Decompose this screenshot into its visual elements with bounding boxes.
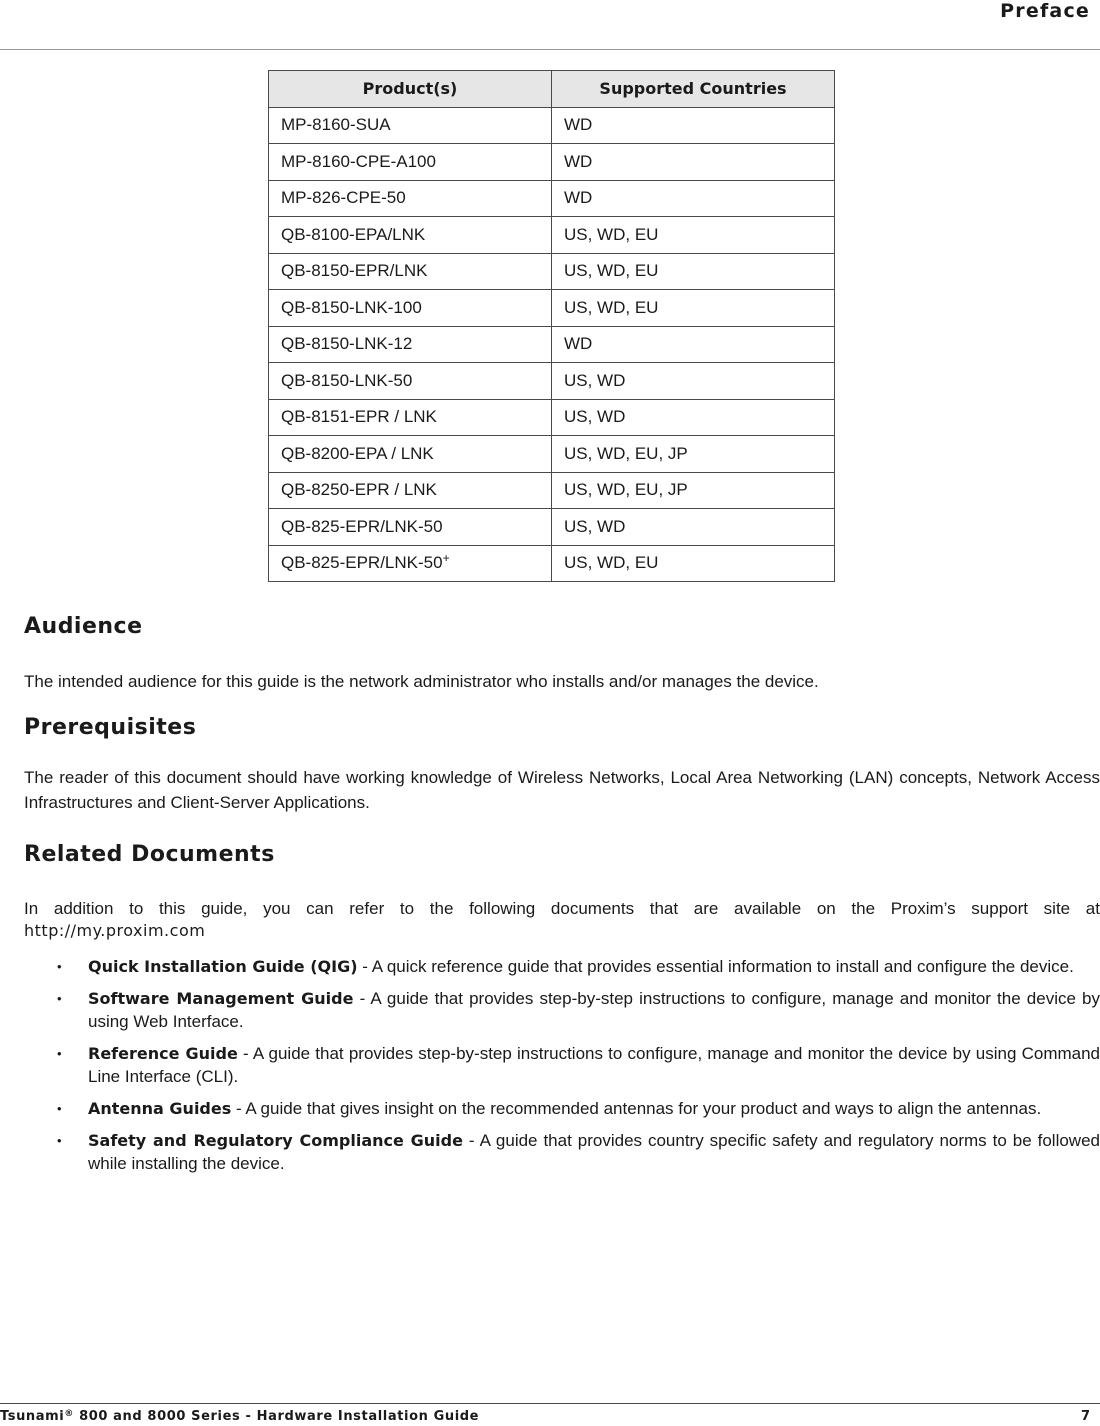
product-name: QB-8200-EPA / LNK xyxy=(281,443,434,463)
audience-body xyxy=(24,669,1100,694)
audience-text: The intended audience for this guide is the network administrator who installs and/or manages the device. xyxy=(24,672,819,691)
product-name: MP-826-CPE-50 xyxy=(281,188,406,208)
prerequisites-section xyxy=(24,715,1100,740)
countries-cell xyxy=(552,399,835,436)
product-cell xyxy=(269,253,552,290)
countries-cell xyxy=(552,472,835,509)
list-item xyxy=(24,987,1100,1033)
bullet-icon: • xyxy=(57,1101,62,1116)
header-divider xyxy=(0,49,1100,50)
related-documents-heading: Related Documents xyxy=(24,842,275,867)
footer-doc-title xyxy=(0,1409,479,1424)
document-description: - A quick reference guide that provides essential information to install and configure the device. xyxy=(357,957,1074,976)
table-row xyxy=(269,509,835,546)
list-item xyxy=(24,1129,1100,1175)
table-row xyxy=(269,253,835,290)
product-cell xyxy=(269,436,552,473)
table-row xyxy=(269,545,835,582)
document-title: Antenna Guides xyxy=(88,1099,232,1118)
product-cell xyxy=(269,326,552,363)
page-number: 7 xyxy=(1080,1409,1090,1424)
bullet-icon: • xyxy=(57,1133,62,1148)
footer-brand: Tsunami xyxy=(0,1409,65,1424)
countries-cell xyxy=(552,545,835,582)
prerequisites-body xyxy=(24,765,1100,815)
audience-section xyxy=(24,614,1100,639)
document-description: - A guide that provides step-by-step instructions to configure, manage and monitor the device by using Command Line Interface (CLI). xyxy=(88,1044,1100,1086)
product-cell xyxy=(269,290,552,327)
supported-countries: US, WD xyxy=(564,370,626,390)
table-row xyxy=(269,180,835,217)
countries-cell xyxy=(552,180,835,217)
related-documents-intro-text: In addition to this guide, you can refer to the following documents that are available on the Proxim’s support site at xyxy=(24,899,1100,918)
bullet-icon: • xyxy=(57,959,62,974)
countries-cell xyxy=(552,107,835,144)
related-documents-list xyxy=(24,955,1100,1184)
supported-countries: US, WD, EU, JP xyxy=(564,443,688,463)
supported-countries: US, WD, EU xyxy=(564,224,659,244)
table-row xyxy=(269,107,835,144)
footer-divider xyxy=(0,1403,1100,1404)
document-title: Software Management Guide xyxy=(88,989,354,1008)
countries-cell xyxy=(552,290,835,327)
supported-countries: US, WD, EU, JP xyxy=(564,480,688,500)
table-row xyxy=(269,217,835,254)
supported-countries: US, WD, EU xyxy=(564,297,659,317)
audience-heading: Audience xyxy=(24,614,143,639)
registered-mark: ® xyxy=(64,1409,74,1419)
document-title: Safety and Regulatory Compliance Guide xyxy=(88,1131,463,1150)
product-cell xyxy=(269,509,552,546)
column-header-countries: Supported Countries xyxy=(552,71,835,108)
product-name: QB-8250-EPR / LNK xyxy=(281,480,437,500)
supported-countries: WD xyxy=(564,151,593,171)
related-documents-section xyxy=(24,842,1100,867)
supported-countries-table xyxy=(268,70,835,582)
product-name: MP-8160-SUA xyxy=(281,115,391,135)
supported-countries: WD xyxy=(564,188,593,208)
product-cell xyxy=(269,363,552,400)
document-description: - A guide that gives insight on the recommended antennas for your product and ways to align the antennas. xyxy=(231,1099,1042,1118)
supported-countries: WD xyxy=(564,115,593,135)
countries-cell xyxy=(552,436,835,473)
table-row xyxy=(269,144,835,181)
list-item xyxy=(24,1097,1100,1120)
list-item xyxy=(24,1042,1100,1088)
product-cell xyxy=(269,180,552,217)
product-name: QB-8151-EPR / LNK xyxy=(281,407,437,427)
prerequisites-text: The reader of this document should have working knowledge of Wireless Networks, Local Area Networking (LAN) concepts, Network Access Infrastructures and Client-Server Applications. xyxy=(24,768,1100,812)
support-site-link[interactable]: http://my.proxim.com xyxy=(24,921,206,940)
countries-cell xyxy=(552,253,835,290)
page-header-title: Preface xyxy=(1000,0,1090,22)
product-name: QB-8100-EPA/LNK xyxy=(281,224,426,244)
supported-countries: US, WD xyxy=(564,407,626,427)
product-name: QB-8150-EPR/LNK xyxy=(281,261,428,281)
countries-cell xyxy=(552,326,835,363)
product-name: QB-8150-LNK-12 xyxy=(281,334,413,354)
footer-title-text: 800 and 8000 Series - Hardware Installation Guide xyxy=(73,1409,480,1424)
table-header-row xyxy=(269,71,835,108)
supported-countries: WD xyxy=(564,334,593,354)
countries-cell xyxy=(552,509,835,546)
product-cell xyxy=(269,144,552,181)
related-documents-intro xyxy=(24,896,1100,940)
countries-cell xyxy=(552,217,835,254)
list-item xyxy=(24,955,1100,978)
countries-cell xyxy=(552,144,835,181)
document-title: Reference Guide xyxy=(88,1044,238,1063)
product-cell xyxy=(269,399,552,436)
product-name: QB-8150-LNK-100 xyxy=(281,297,422,317)
bullet-icon: • xyxy=(57,1046,62,1061)
prerequisites-heading: Prerequisites xyxy=(24,715,197,740)
document-title: Quick Installation Guide (QIG) xyxy=(88,957,358,976)
product-cell xyxy=(269,107,552,144)
superscript-mark: + xyxy=(442,551,450,566)
countries-cell xyxy=(552,363,835,400)
supported-countries: US, WD, EU xyxy=(564,553,659,573)
product-name: QB-8150-LNK-50 xyxy=(281,370,413,390)
table-row xyxy=(269,436,835,473)
bullet-icon: • xyxy=(57,991,62,1006)
product-name: MP-8160-CPE-A100 xyxy=(281,151,436,171)
product-name: QB-825-EPR/LNK-50 xyxy=(281,516,443,536)
supported-countries: US, WD xyxy=(564,516,626,536)
table-row xyxy=(269,290,835,327)
supported-countries: US, WD, EU xyxy=(564,261,659,281)
product-cell xyxy=(269,472,552,509)
table-row xyxy=(269,399,835,436)
table-body xyxy=(269,107,835,582)
document-description: - A guide that provides country specific safety and regulatory norms to be followed while installing the device. xyxy=(88,1131,1100,1173)
table-row xyxy=(269,363,835,400)
table-row xyxy=(269,326,835,363)
product-name: QB-825-EPR/LNK-50 xyxy=(281,553,443,573)
product-cell xyxy=(269,217,552,254)
product-cell xyxy=(269,545,552,582)
column-header-products: Product(s) xyxy=(269,71,552,108)
document-description: - A guide that provides step-by-step instructions to configure, manage and monitor the device by using Web Interface. xyxy=(88,989,1100,1031)
table-row xyxy=(269,472,835,509)
